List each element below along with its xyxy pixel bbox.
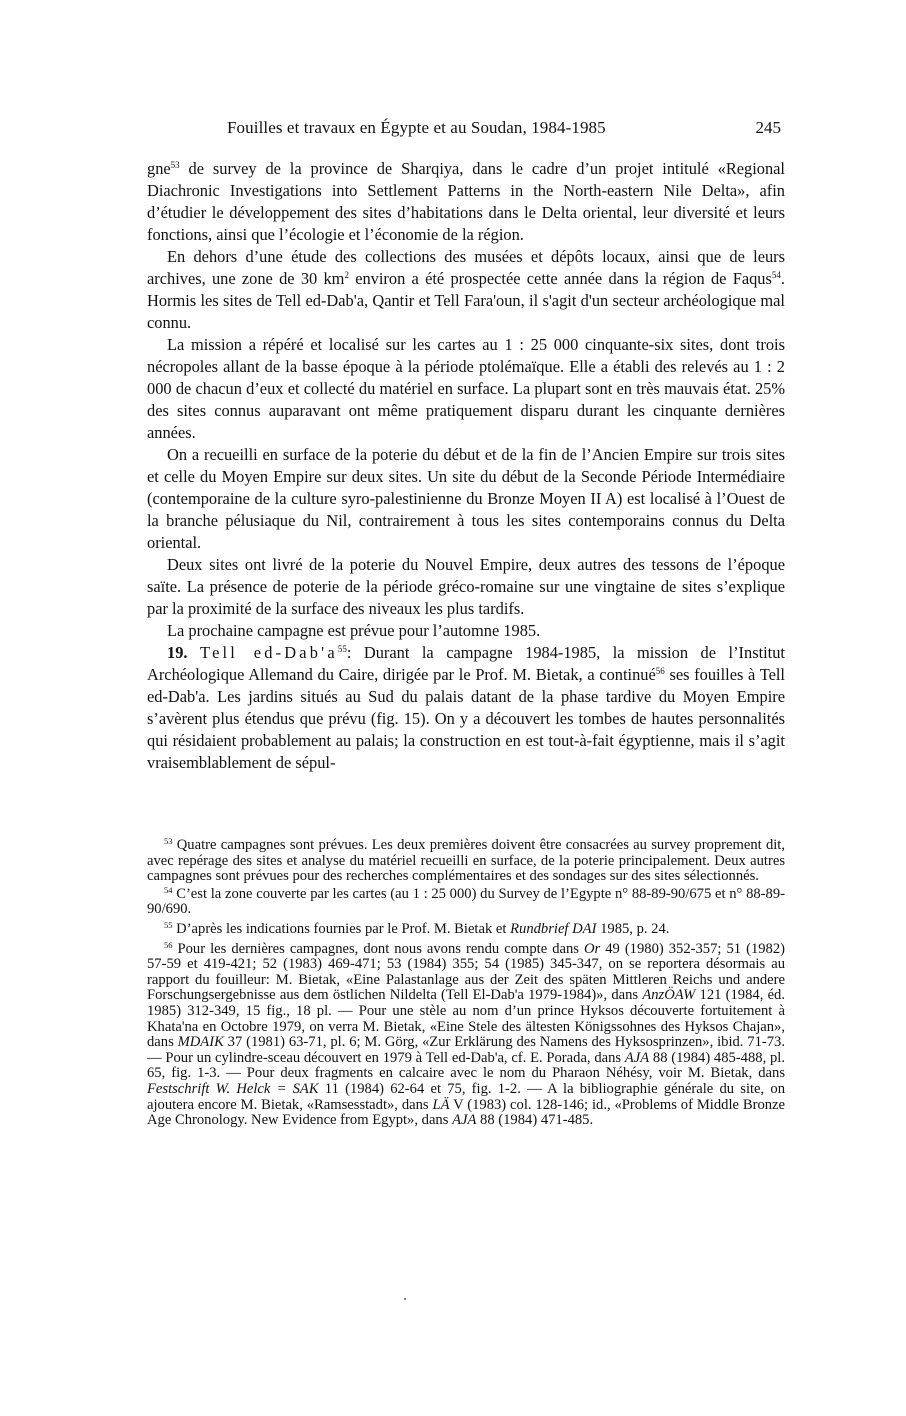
text-run: ses fouilles à Tell ed-Dab'a. Les jardins situés au Sud du palais datant de la phase tardive du Moyen Empire s’avèrent plus étendus que prévu (fig. 15). On y a découvert les tombes de hautes personnalités qui résidaient probablement au palais; la construction en est tout-à-fait égyptienne, mais il s’agit vraisemblablement de sépul- [147, 665, 785, 772]
text-run: environ a été prospectée cette année dans la région de Faqus [348, 269, 772, 288]
paragraph [147, 642, 785, 774]
text-run: de survey de la province de Sharqiya, dans le cadre d’un projet intitulé «Regional Diachronic Investigations into Settlement Patterns in the North-eastern Nile Delta», afin d’étudier le développement des sites d’habitations dans le Delta oriental, leur diversité et leurs fonctions, ainsi que l’écologie et l’économie de la région. [147, 159, 785, 244]
running-title: Fouilles et travaux en Égypte et au Soudan, 1984-1985 [227, 118, 606, 137]
text-run: gne [147, 159, 171, 178]
page-number: 245 [755, 118, 781, 137]
footnote [147, 939, 786, 1129]
citation-title: AnzÖAW [642, 987, 696, 1004]
footnote-ref[interactable]: 53 [170, 160, 180, 170]
footnote-number: 56 [164, 939, 173, 950]
citation-title: AJA [452, 1112, 477, 1129]
print-speck [404, 1298, 406, 1300]
citation-title: Festschrift W. Helck = SAK [147, 1080, 319, 1097]
paragraph: Deux sites ont livré de la poterie du Nouvel Empire, deux autres des tessons de l’époque saïte. La présence de poterie de la période gréco-romaine sur une vingtaine de sites s’explique par la proximité de la surface des niveaux les plus tardifs. [147, 555, 785, 618]
footnote-text: Quatre campagnes sont prévues. Les deux premières doivent être consacrées au survey proprement dit, avec repérage des sites et analyse du matériel recueilli en surface, de la poterie principalement. Deux autres campagnes sont prévues pour des recherches complémentaires et des sondages sur des sites sélectionnés. [147, 837, 785, 885]
citation-title: Or [583, 940, 601, 957]
citation-title: AJA [624, 1049, 650, 1066]
footnote-text: 1985, p. 24. [596, 920, 670, 937]
footnote-text: 11 (1984) 62-64 et 75, fig. 1-2. — A la bibliographie générale du site, on ajoutera encore M. Bietak, «Ramsesstadt», dans [147, 1080, 785, 1113]
footnote [147, 838, 785, 885]
footnote-text: C’est la zone couverte par les cartes (au 1 : 25 000) du Survey de l’Egypte n° 88-89-90/675 et n° 88-89-90/690. [147, 885, 785, 918]
site-name: Tell ed-Dab'a [200, 643, 338, 662]
paragraph [147, 158, 785, 246]
footnotes [147, 838, 785, 1133]
footnote-ref[interactable]: 54 [771, 270, 781, 280]
footnote [147, 884, 785, 918]
footnote-text: 88 (1984) 485-488, pl. 65, fig. 1-3. — Pour deux fragments en calcaire avec le nom du Pharaon Néhésy, voir M. Bietak, dans [147, 1049, 785, 1082]
section-number: 19. [167, 643, 188, 662]
footnote-text: 49 (1980) 352-357; 51 (1982) 57-59 et 419-421; 52 (1983) 469-471; 53 (1984) 355; 54 (1985) 345-347, on se reportera désormais au rapport du fouilleur: M. Bietak, «Eine Palastanlage aus der Zeit des späten Mittleren Reichs und andere Forschungsergebnisse aus dem östlichen Nildelta (Tell El-Dab'a 1979-1984)», dans [147, 940, 785, 1004]
paragraph: La mission a répéré et localisé sur les cartes au 1 : 25 000 cinquante-six sites, dont trois nécropoles allant de la basse époque à la période ptolémaïque. Elle a établi des relevés au 1 : 2 000 de chacun d’eux et collecté du matériel en surface. La plupart sont en très mauvais état. 25% des sites connus auparavant ont même pratiquement disparu durant les cinquante dernières années. [147, 335, 785, 442]
superscript: 2 [344, 270, 349, 280]
citation-title: MDAIK [177, 1034, 224, 1051]
citation-title: Rundbrief DAI [510, 920, 597, 937]
footnote-ref[interactable]: 55 [337, 644, 347, 654]
body-text [147, 158, 785, 774]
footnote-text: D’après les indications fournies par le Prof. M. Bietak et [172, 920, 511, 937]
footnote-text: Pour les dernières campagnes, dont nous avons rendu compte dans [172, 940, 584, 957]
citation-title: LÄ [432, 1096, 450, 1113]
paragraph [147, 246, 785, 334]
footnote-ref[interactable]: 56 [655, 666, 665, 676]
footnote-text: 88 (1984) 471-485. [476, 1112, 594, 1129]
footnote-number: 54 [164, 884, 173, 895]
footnote-text: V (1983) col. 128-146; id., «Problems of Middle Bronze Age Chronology. New Evidence from Egypt», dans [147, 1096, 786, 1129]
text-run: : Durant la campagne 1984-1985, la mission de l’Institut Archéologique Allemand du Caire, dirigée par le Prof. M. Bietak, a continué [147, 643, 785, 684]
footnote-number: 53 [164, 836, 173, 846]
running-head [147, 118, 785, 140]
paragraph: La prochaine campagne est prévue pour l’automne 1985. [167, 621, 541, 640]
footnote-text: 121 (1984, éd. 1985) 312-349, 15 fig., 18 pl. — Pour une stèle au nom d’un prince Hyksos découverte fortuitement à Khata'na en Octobre 1979, on verra M. Bietak, «Eine Stele des ältesten Königssohnes des Hyksos Chajan», dans [147, 987, 785, 1051]
footnote-text: 37 (1981) 63-71, pl. 6; M. Görg, «Zur Erklärung des Namens des Hyksosprinzen», ibid. 71-73. — Pour un cylindre-sceau découvert en 1979 à Tell ed-Dab'a, cf. E. Porada, dans [147, 1034, 785, 1066]
text-run: . Hormis les sites de Tell ed-Dab'a, Qantir et Tell Fara'oun, il s'agit d'un secteur archéologique mal connu. [147, 269, 785, 332]
footnote [147, 919, 785, 938]
text-run: En dehors d’une étude des collections des musées et dépôts locaux, ainsi que de leurs archives, une zone de 30 km [147, 247, 785, 288]
paragraph: On a recueilli en surface de la poterie du début et de la fin de l’Ancien Empire sur trois sites et celle du Moyen Empire sur deux sites. Un site du début de la Seconde Période Intermédiaire (contemporaine de la culture syro-palestinienne du Bronze Moyen II A) est localisé à l’Ouest de la branche pélusiaque du Nil, contrairement à tous les sites contemporains connus du Delta oriental. [147, 445, 785, 552]
footnote-number: 55 [164, 919, 173, 930]
